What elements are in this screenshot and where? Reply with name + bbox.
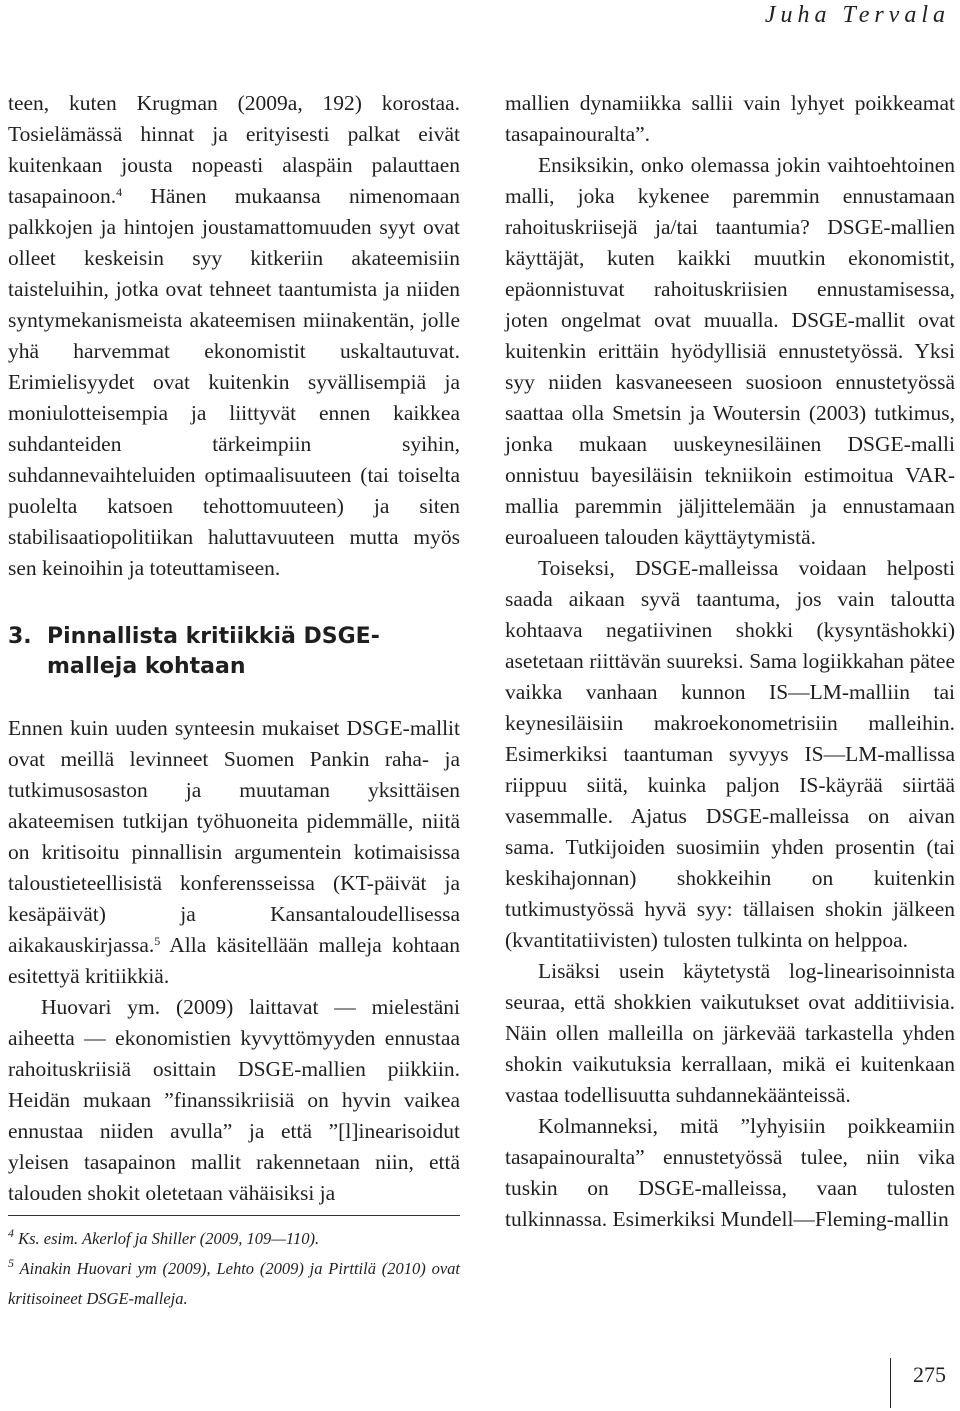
left-paragraph-1 xyxy=(8,88,460,584)
section-number: 3. xyxy=(8,624,32,649)
right-paragraph-4: Lisäksi usein käytetystä log-linearisoinnista seuraa, että shokkien vaikutukset ovat additiivisia. Näin ollen malleilla on järkevää tarkastella yhden shokin vaikutuksia kerrallaan, mikä ei kuitenkaan vastaa todellisuutta suhdannekäänteissä. xyxy=(505,959,955,1107)
footnote-ref-4[interactable]: 4 xyxy=(116,185,123,199)
footnote-separator xyxy=(8,1215,460,1216)
left-paragraph-3: Huovari ym. (2009) laittavat — mielestäni aiheetta — ekonomistien kyvyttömyyden ennustaa rahoituskriisiä osittain DSGE-mallien piikkiin. Heidän mukaan ”finanssikriisiä on hyvin vaikea ennustaa niiden avulla” ja että ”[l]inearisoidut yleisen tasapainon mallit rakennetaan niin, että talouden shokit oletetaan vähäisiksi ja xyxy=(8,995,460,1205)
left-paragraph-1-text-a: teen, kuten Krugman (2009a, 192) korostaa. Tosielämässä hinnat ja erityisesti palkat eivät kuitenkaan jousta nopeasti alaspäin palauttaen tasapainoon. xyxy=(8,91,460,208)
left-paragraph-2-text-a: Ennen kuin uuden synteesin mukaiset DSGE-mallit ovat meillä levinneet Suomen Pankin raha- ja tutkimusosaston ja muutaman yksittäisen akateemisen tutkijan työhuoneita pidemmälle, niitä on kritisoitu pinnallisin argumentein kotimaisissa taloustieteellisistä konferensseissa (KT-päivät ja kesäpäivät) ja Kansantaloudellisessa aikakauskirjassa. xyxy=(8,716,460,957)
right-paragraph-1: mallien dynamiikka sallii vain lyhyet poikkeamat tasapainouralta”. xyxy=(505,91,955,146)
section-title: Pinnallista kritiikkiä DSGE-malleja kohtaan xyxy=(47,624,380,679)
footnote-4-text: Ks. esim. Akerlof ja Shiller (2009, 109—110). xyxy=(18,1229,320,1248)
footnote-4 xyxy=(8,1224,460,1254)
footnote-5-mark: 5 xyxy=(8,1256,14,1270)
running-header-author: Juha Tervala xyxy=(764,2,950,28)
left-paragraph-2 xyxy=(8,713,460,992)
section-heading xyxy=(8,622,460,682)
footnote-4-mark: 4 xyxy=(8,1226,14,1240)
page-number: 275 xyxy=(913,1362,946,1387)
right-paragraph-2: Ensiksikin, onko olemassa jokin vaihtoehtoinen malli, joka kykenee paremmin ennustamaan rahoituskriisejä ja/tai taantumia? DSGE-mallien käyttäjät, kuten kaikki muutkin ekonomistit, epäonnistuvat rahoituskriisien ennustamisessa, joten ongelmat ovat muualla. DSGE-mallit ovat kuitenkin erittäin hyödyllisiä ennustetyössä. Yksi syy niiden kasvaneeseen suosioon ennustetyössä saattaa olla Smetsin ja Woutersin (2003) tutkimus, jonka mukaan uuskeynesiläinen DSGE-malli onnistuu bayesiläisin tekniikoin estimoitua VAR-mallia paremmin jäljittelemään ja ennustamaan euroalueen talouden käyttäytymistä. xyxy=(505,153,955,549)
footnote-5 xyxy=(8,1254,460,1314)
left-column xyxy=(8,88,460,1209)
footnote-5-text: Ainakin Huovari ym (2009), Lehto (2009) ja Pirttilä (2010) ovat kritisoineet DSGE-malleja. xyxy=(8,1259,461,1308)
right-column xyxy=(505,88,955,1235)
footnotes xyxy=(8,1224,460,1314)
page-number-rule xyxy=(890,1358,891,1408)
right-paragraph-5: Kolmanneksi, mitä ”lyhyisiin poikkeamiin tasapainouralta” ennustetyössä tulee, niin vika tuskin on DSGE-malleissa, vaan tulosten tulkinnassa. Esimerkiksi Mundell—Fleming-mallin xyxy=(505,1114,955,1231)
footnote-ref-5[interactable]: 5 xyxy=(154,934,161,948)
right-paragraph-3: Toiseksi, DSGE-malleissa voidaan helposti saada aikaan syvä taantuma, jos vain taloutta kohtaava negatiivinen shokki (kysyntäshokki) asetetaan riittävän suureksi. Sama logiikkahan pätee vaikka vanhaan kunnon IS—LM-malliin tai keynesiläisiin makroekonometrisiin malleihin. Esimerkiksi taantuman syvyys IS—LM-mallissa riippuu siitä, kuinka paljon IS-käyrää siirtää vasemmalle. Ajatus DSGE-malleissa on aivan sama. Tutkijoiden suosimiin yhden prosentin (tai keskihajonnan) shokkeihin on kuitenkin tutkimustyössä hyvä syy: tällaisen shokin jälkeen (kvantitatiivisten) tulosten tulkinta on helppoa. xyxy=(505,556,955,952)
left-paragraph-1-text-b: Hänen mukaansa nimenomaan palkkojen ja hintojen joustamattomuuden syyt ovat olleet keskeisin syy kitkeriin akateemisiin taisteluihin, jotka ovat tehneet taantumista ja niiden syntymekanismeista akateemisen miinakentän, jolle yhä harvemmat ekonomistit uskaltautuvat. Erimielisyydet ovat kuitenkin syvällisempiä ja moniulotteisempia ja liittyvät ennen kaikkea suhdanteiden tärkeimpiin syihin, suhdannevaihteluiden optimaalisuuteen (tai toiselta puolelta katsoen tehottomuuteen) ja siten stabilisaatiopolitiikan haluttavuuteen mutta myös sen keinoihin ja toteuttamiseen. xyxy=(8,184,460,580)
left-paragraph-2-text-b: Alla käsitellään malleja kohtaan esitettyä kritiikkiä. xyxy=(8,933,460,988)
